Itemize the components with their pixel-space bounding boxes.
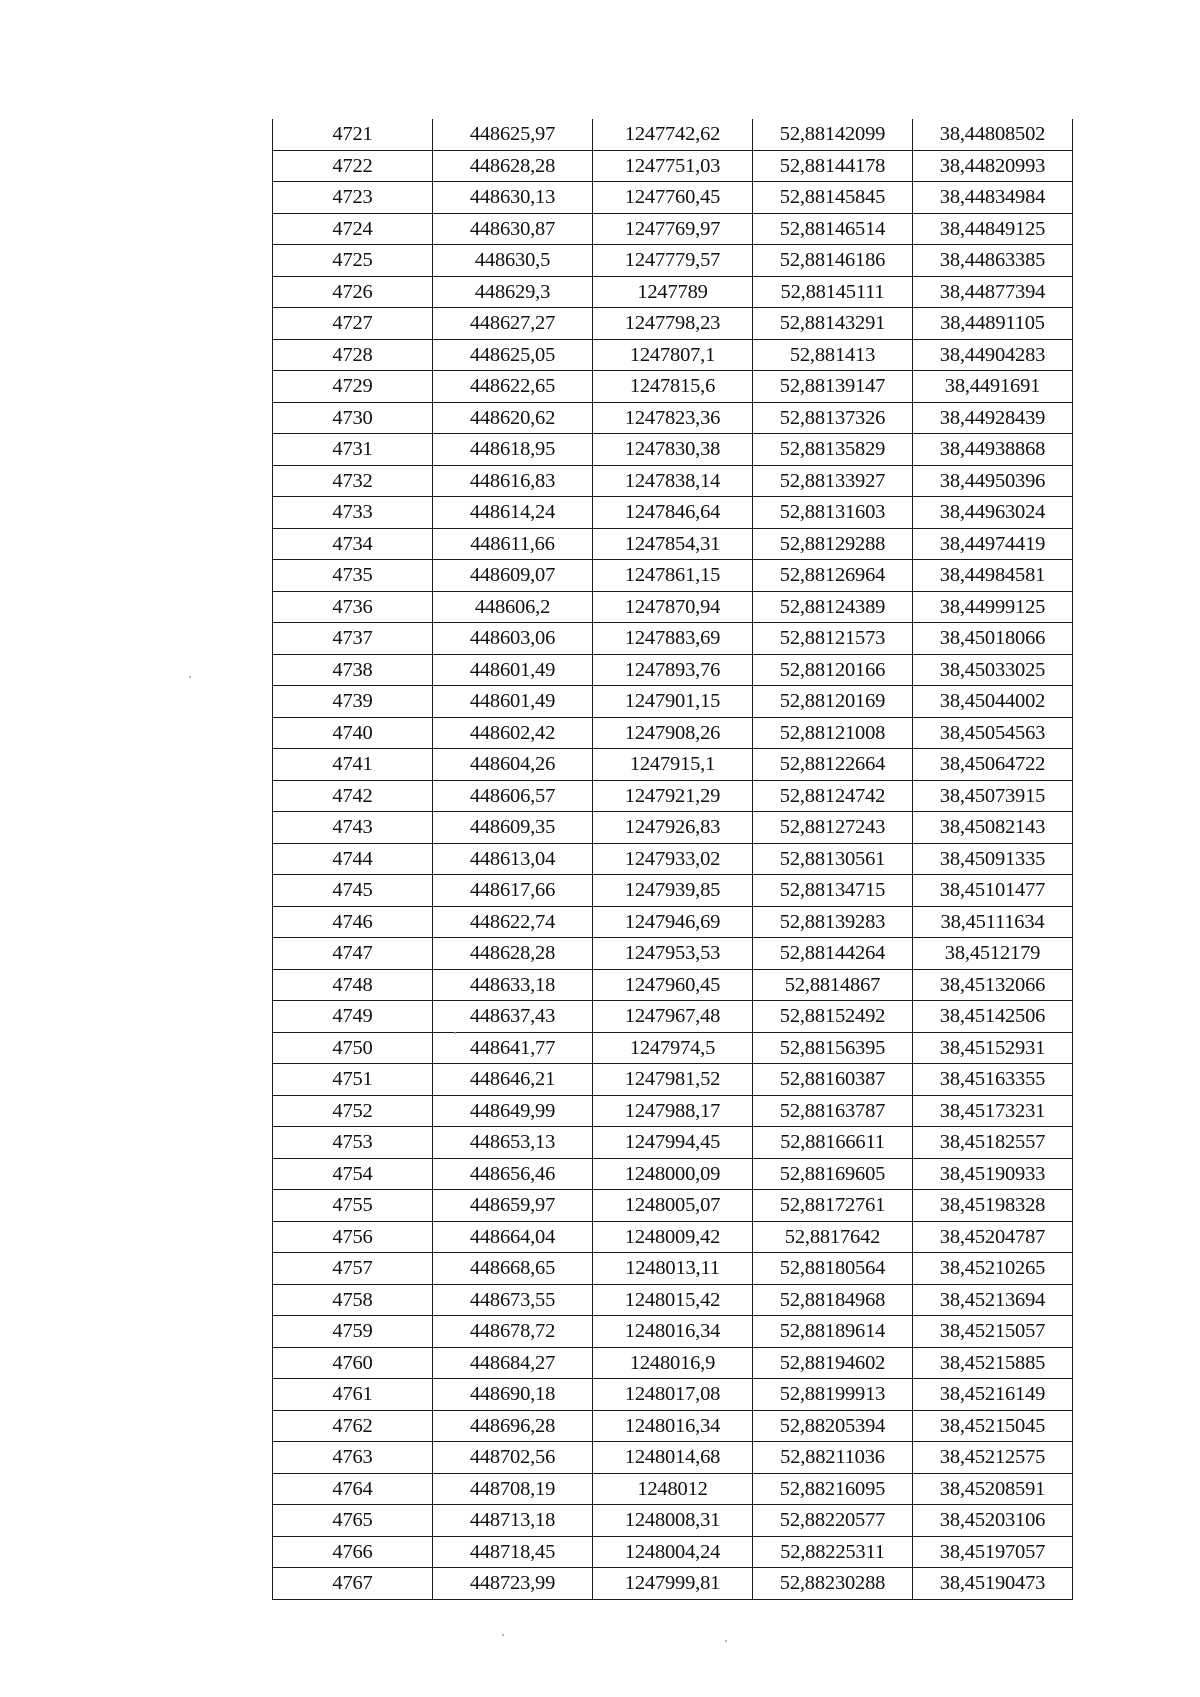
point-number-cell: 4729 [273,371,433,403]
table-row [273,812,1073,844]
table-row [273,938,1073,970]
latitude-cell: 52,88134715 [753,875,913,907]
latitude-cell: 52,88124742 [753,780,913,812]
table-row [273,119,1073,150]
x-coordinate-cell: 448620,62 [433,402,593,434]
longitude-cell: 38,45215885 [913,1347,1073,1379]
point-number-cell: 4748 [273,969,433,1001]
point-number-cell: 4752 [273,1095,433,1127]
point-number-cell: 4765 [273,1505,433,1537]
table-row [273,1001,1073,1033]
y-coordinate-cell: 1247838,14 [593,465,753,497]
x-coordinate-cell: 448625,05 [433,339,593,371]
y-coordinate-cell: 1248016,34 [593,1410,753,1442]
latitude-cell: 52,88216095 [753,1473,913,1505]
longitude-cell: 38,44820993 [913,150,1073,182]
longitude-cell: 38,45216149 [913,1379,1073,1411]
y-coordinate-cell: 1247908,26 [593,717,753,749]
latitude-cell: 52,88139283 [753,906,913,938]
y-coordinate-cell: 1247883,69 [593,623,753,655]
latitude-cell: 52,88145111 [753,276,913,308]
point-number-cell: 4761 [273,1379,433,1411]
latitude-cell: 52,88152492 [753,1001,913,1033]
point-number-cell: 4760 [273,1347,433,1379]
x-coordinate-cell: 448628,28 [433,150,593,182]
y-coordinate-cell: 1248014,68 [593,1442,753,1474]
x-coordinate-cell: 448713,18 [433,1505,593,1537]
longitude-cell: 38,45152931 [913,1032,1073,1064]
y-coordinate-cell: 1247988,17 [593,1095,753,1127]
latitude-cell: 52,88142099 [753,119,913,150]
longitude-cell: 38,45215057 [913,1316,1073,1348]
point-number-cell: 4736 [273,591,433,623]
x-coordinate-cell: 448616,83 [433,465,593,497]
latitude-cell: 52,88184968 [753,1284,913,1316]
longitude-cell: 38,44963024 [913,497,1073,529]
x-coordinate-cell: 448673,55 [433,1284,593,1316]
point-number-cell: 4738 [273,654,433,686]
latitude-cell: 52,88225311 [753,1536,913,1568]
y-coordinate-cell: 1248005,07 [593,1190,753,1222]
y-coordinate-cell: 1247870,94 [593,591,753,623]
table-row [273,906,1073,938]
scan-speck [725,1640,727,1642]
longitude-cell: 38,44974419 [913,528,1073,560]
longitude-cell: 38,45054563 [913,717,1073,749]
longitude-cell: 38,45091335 [913,843,1073,875]
point-number-cell: 4725 [273,245,433,277]
table-row [273,969,1073,1001]
x-coordinate-cell: 448625,97 [433,119,593,150]
longitude-cell: 38,45197057 [913,1536,1073,1568]
latitude-cell: 52,88131603 [753,497,913,529]
y-coordinate-cell: 1247999,81 [593,1568,753,1600]
y-coordinate-cell: 1247807,1 [593,339,753,371]
table-row [273,1473,1073,1505]
table-row [273,1221,1073,1253]
longitude-cell: 38,44984581 [913,560,1073,592]
longitude-cell: 38,45213694 [913,1284,1073,1316]
y-coordinate-cell: 1247893,76 [593,654,753,686]
x-coordinate-cell: 448702,56 [433,1442,593,1474]
table-row [273,1347,1073,1379]
longitude-cell: 38,45210265 [913,1253,1073,1285]
table-row [273,1158,1073,1190]
table-row [273,843,1073,875]
table-row [273,654,1073,686]
latitude-cell: 52,88122664 [753,749,913,781]
longitude-cell: 38,45044002 [913,686,1073,718]
table-row [273,623,1073,655]
x-coordinate-cell: 448618,95 [433,434,593,466]
point-number-cell: 4753 [273,1127,433,1159]
latitude-cell: 52,88143291 [753,308,913,340]
x-coordinate-cell: 448629,3 [433,276,593,308]
table-row [273,434,1073,466]
point-number-cell: 4731 [273,434,433,466]
table-row [273,1284,1073,1316]
latitude-cell: 52,88172761 [753,1190,913,1222]
x-coordinate-cell: 448646,21 [433,1064,593,1096]
latitude-cell: 52,88180564 [753,1253,913,1285]
latitude-cell: 52,8814867 [753,969,913,1001]
x-coordinate-cell: 448603,06 [433,623,593,655]
longitude-cell: 38,45182557 [913,1127,1073,1159]
latitude-cell: 52,88145845 [753,182,913,214]
point-number-cell: 4741 [273,749,433,781]
point-number-cell: 4749 [273,1001,433,1033]
longitude-cell: 38,45208591 [913,1473,1073,1505]
point-number-cell: 4762 [273,1410,433,1442]
latitude-cell: 52,881413 [753,339,913,371]
table-row [273,1032,1073,1064]
latitude-cell: 52,88199913 [753,1379,913,1411]
table-row [273,749,1073,781]
y-coordinate-cell: 1247779,57 [593,245,753,277]
longitude-cell: 38,44849125 [913,213,1073,245]
longitude-cell: 38,44863385 [913,245,1073,277]
table-row [273,591,1073,623]
x-coordinate-cell: 448622,65 [433,371,593,403]
y-coordinate-cell: 1248000,09 [593,1158,753,1190]
latitude-cell: 52,88166611 [753,1127,913,1159]
y-coordinate-cell: 1247926,83 [593,812,753,844]
x-coordinate-cell: 448604,26 [433,749,593,781]
latitude-cell: 52,88120169 [753,686,913,718]
latitude-cell: 52,88211036 [753,1442,913,1474]
point-number-cell: 4721 [273,119,433,150]
y-coordinate-cell: 1247846,64 [593,497,753,529]
latitude-cell: 52,88127243 [753,812,913,844]
y-coordinate-cell: 1247933,02 [593,843,753,875]
point-number-cell: 4746 [273,906,433,938]
table-row [273,213,1073,245]
x-coordinate-cell: 448708,19 [433,1473,593,1505]
latitude-cell: 52,88121008 [753,717,913,749]
latitude-cell: 52,88144178 [753,150,913,182]
point-number-cell: 4726 [273,276,433,308]
y-coordinate-cell: 1247960,45 [593,969,753,1001]
point-number-cell: 4723 [273,182,433,214]
y-coordinate-cell: 1247915,1 [593,749,753,781]
longitude-cell: 38,45101477 [913,875,1073,907]
x-coordinate-cell: 448606,57 [433,780,593,812]
longitude-cell: 38,44999125 [913,591,1073,623]
point-number-cell: 4764 [273,1473,433,1505]
scan-speck [189,676,191,678]
x-coordinate-cell: 448602,42 [433,717,593,749]
point-number-cell: 4732 [273,465,433,497]
x-coordinate-cell: 448630,13 [433,182,593,214]
table-row [273,780,1073,812]
longitude-cell: 38,45142506 [913,1001,1073,1033]
y-coordinate-cell: 1247967,48 [593,1001,753,1033]
latitude-cell: 52,88124389 [753,591,913,623]
latitude-cell: 52,88129288 [753,528,913,560]
table-row [273,1316,1073,1348]
latitude-cell: 52,88160387 [753,1064,913,1096]
x-coordinate-cell: 448723,99 [433,1568,593,1600]
y-coordinate-cell: 1247946,69 [593,906,753,938]
table-row [273,276,1073,308]
longitude-cell: 38,45163355 [913,1064,1073,1096]
y-coordinate-cell: 1248012 [593,1473,753,1505]
latitude-cell: 52,88230288 [753,1568,913,1600]
y-coordinate-cell: 1247798,23 [593,308,753,340]
table-row [273,1568,1073,1600]
table-row [273,402,1073,434]
point-number-cell: 4739 [273,686,433,718]
y-coordinate-cell: 1247854,31 [593,528,753,560]
point-number-cell: 4759 [273,1316,433,1348]
table-row [273,1190,1073,1222]
latitude-cell: 52,88156395 [753,1032,913,1064]
longitude-cell: 38,45215045 [913,1410,1073,1442]
latitude-cell: 52,8817642 [753,1221,913,1253]
latitude-cell: 52,88194602 [753,1347,913,1379]
longitude-cell: 38,44834984 [913,182,1073,214]
point-number-cell: 4727 [273,308,433,340]
point-number-cell: 4763 [273,1442,433,1474]
y-coordinate-cell: 1247815,6 [593,371,753,403]
x-coordinate-cell: 448641,77 [433,1032,593,1064]
table-row [273,1505,1073,1537]
y-coordinate-cell: 1248004,24 [593,1536,753,1568]
y-coordinate-cell: 1247830,38 [593,434,753,466]
point-number-cell: 4750 [273,1032,433,1064]
table-row [273,717,1073,749]
latitude-cell: 52,88139147 [753,371,913,403]
latitude-cell: 52,88163787 [753,1095,913,1127]
x-coordinate-cell: 448653,13 [433,1127,593,1159]
table-row [273,465,1073,497]
longitude-cell: 38,45082143 [913,812,1073,844]
point-number-cell: 4740 [273,717,433,749]
point-number-cell: 4737 [273,623,433,655]
point-number-cell: 4734 [273,528,433,560]
longitude-cell: 38,44877394 [913,276,1073,308]
x-coordinate-cell: 448690,18 [433,1379,593,1411]
longitude-cell: 38,4491691 [913,371,1073,403]
x-coordinate-cell: 448614,24 [433,497,593,529]
y-coordinate-cell: 1247994,45 [593,1127,753,1159]
longitude-cell: 38,44891105 [913,308,1073,340]
x-coordinate-cell: 448678,72 [433,1316,593,1348]
x-coordinate-cell: 448627,27 [433,308,593,340]
latitude-cell: 52,88133927 [753,465,913,497]
x-coordinate-cell: 448630,87 [433,213,593,245]
longitude-cell: 38,45018066 [913,623,1073,655]
y-coordinate-cell: 1247953,53 [593,938,753,970]
x-coordinate-cell: 448611,66 [433,528,593,560]
point-number-cell: 4730 [273,402,433,434]
point-number-cell: 4728 [273,339,433,371]
point-number-cell: 4733 [273,497,433,529]
x-coordinate-cell: 448684,27 [433,1347,593,1379]
x-coordinate-cell: 448633,18 [433,969,593,1001]
point-number-cell: 4744 [273,843,433,875]
table-row [273,182,1073,214]
y-coordinate-cell: 1248013,11 [593,1253,753,1285]
table-row [273,1442,1073,1474]
y-coordinate-cell: 1248008,31 [593,1505,753,1537]
longitude-cell: 38,45132066 [913,969,1073,1001]
latitude-cell: 52,88120166 [753,654,913,686]
table-row [273,1127,1073,1159]
table-row [273,560,1073,592]
scan-speck [502,1634,504,1636]
y-coordinate-cell: 1247751,03 [593,150,753,182]
y-coordinate-cell: 1247901,15 [593,686,753,718]
latitude-cell: 52,88137326 [753,402,913,434]
x-coordinate-cell: 448649,99 [433,1095,593,1127]
point-number-cell: 4766 [273,1536,433,1568]
y-coordinate-cell: 1247760,45 [593,182,753,214]
table-row [273,1379,1073,1411]
x-coordinate-cell: 448659,97 [433,1190,593,1222]
longitude-cell: 38,45073915 [913,780,1073,812]
y-coordinate-cell: 1248017,08 [593,1379,753,1411]
point-number-cell: 4751 [273,1064,433,1096]
x-coordinate-cell: 448637,43 [433,1001,593,1033]
table-row [273,150,1073,182]
y-coordinate-cell: 1247789 [593,276,753,308]
longitude-cell: 38,44904283 [913,339,1073,371]
longitude-cell: 38,4512179 [913,938,1073,970]
coordinates-table-sheet [272,119,1072,1600]
table-row [273,1410,1073,1442]
longitude-cell: 38,44938868 [913,434,1073,466]
latitude-cell: 52,88169605 [753,1158,913,1190]
table-row [273,875,1073,907]
latitude-cell: 52,88121573 [753,623,913,655]
table-row [273,371,1073,403]
longitude-cell: 38,44928439 [913,402,1073,434]
x-coordinate-cell: 448606,2 [433,591,593,623]
x-coordinate-cell: 448718,45 [433,1536,593,1568]
latitude-cell: 52,88205394 [753,1410,913,1442]
longitude-cell: 38,45111634 [913,906,1073,938]
point-number-cell: 4757 [273,1253,433,1285]
point-number-cell: 4735 [273,560,433,592]
point-number-cell: 4724 [273,213,433,245]
table-row [273,497,1073,529]
y-coordinate-cell: 1247823,36 [593,402,753,434]
y-coordinate-cell: 1248016,34 [593,1316,753,1348]
table-row [273,1095,1073,1127]
longitude-cell: 38,45173231 [913,1095,1073,1127]
scan-speck [454,1032,456,1034]
table-row [273,245,1073,277]
table-row [273,339,1073,371]
table-row [273,528,1073,560]
point-number-cell: 4722 [273,150,433,182]
x-coordinate-cell: 448628,28 [433,938,593,970]
y-coordinate-cell: 1248015,42 [593,1284,753,1316]
latitude-cell: 52,88189614 [753,1316,913,1348]
coordinates-table [272,119,1073,1600]
x-coordinate-cell: 448601,49 [433,686,593,718]
x-coordinate-cell: 448609,07 [433,560,593,592]
longitude-cell: 38,45212575 [913,1442,1073,1474]
y-coordinate-cell: 1247921,29 [593,780,753,812]
x-coordinate-cell: 448613,04 [433,843,593,875]
x-coordinate-cell: 448622,74 [433,906,593,938]
y-coordinate-cell: 1247939,85 [593,875,753,907]
x-coordinate-cell: 448609,35 [433,812,593,844]
y-coordinate-cell: 1247861,15 [593,560,753,592]
y-coordinate-cell: 1248016,9 [593,1347,753,1379]
x-coordinate-cell: 448617,66 [433,875,593,907]
x-coordinate-cell: 448668,65 [433,1253,593,1285]
table-row [273,1253,1073,1285]
x-coordinate-cell: 448656,46 [433,1158,593,1190]
x-coordinate-cell: 448630,5 [433,245,593,277]
y-coordinate-cell: 1247981,52 [593,1064,753,1096]
latitude-cell: 52,88146186 [753,245,913,277]
point-number-cell: 4747 [273,938,433,970]
point-number-cell: 4755 [273,1190,433,1222]
y-coordinate-cell: 1247974,5 [593,1032,753,1064]
latitude-cell: 52,88146514 [753,213,913,245]
x-coordinate-cell: 448601,49 [433,654,593,686]
longitude-cell: 38,45198328 [913,1190,1073,1222]
coordinates-table-body [273,119,1073,1599]
longitude-cell: 38,44808502 [913,119,1073,150]
point-number-cell: 4767 [273,1568,433,1600]
point-number-cell: 4743 [273,812,433,844]
latitude-cell: 52,88135829 [753,434,913,466]
point-number-cell: 4745 [273,875,433,907]
x-coordinate-cell: 448664,04 [433,1221,593,1253]
longitude-cell: 38,45190933 [913,1158,1073,1190]
y-coordinate-cell: 1248009,42 [593,1221,753,1253]
longitude-cell: 38,45033025 [913,654,1073,686]
x-coordinate-cell: 448696,28 [433,1410,593,1442]
table-row [273,308,1073,340]
y-coordinate-cell: 1247769,97 [593,213,753,245]
longitude-cell: 38,44950396 [913,465,1073,497]
longitude-cell: 38,45064722 [913,749,1073,781]
table-row [273,1536,1073,1568]
point-number-cell: 4754 [273,1158,433,1190]
longitude-cell: 38,45203106 [913,1505,1073,1537]
latitude-cell: 52,88126964 [753,560,913,592]
point-number-cell: 4758 [273,1284,433,1316]
point-number-cell: 4742 [273,780,433,812]
latitude-cell: 52,88220577 [753,1505,913,1537]
table-row [273,1064,1073,1096]
latitude-cell: 52,88130561 [753,843,913,875]
table-row [273,686,1073,718]
latitude-cell: 52,88144264 [753,938,913,970]
longitude-cell: 38,45190473 [913,1568,1073,1600]
y-coordinate-cell: 1247742,62 [593,119,753,150]
longitude-cell: 38,45204787 [913,1221,1073,1253]
point-number-cell: 4756 [273,1221,433,1253]
